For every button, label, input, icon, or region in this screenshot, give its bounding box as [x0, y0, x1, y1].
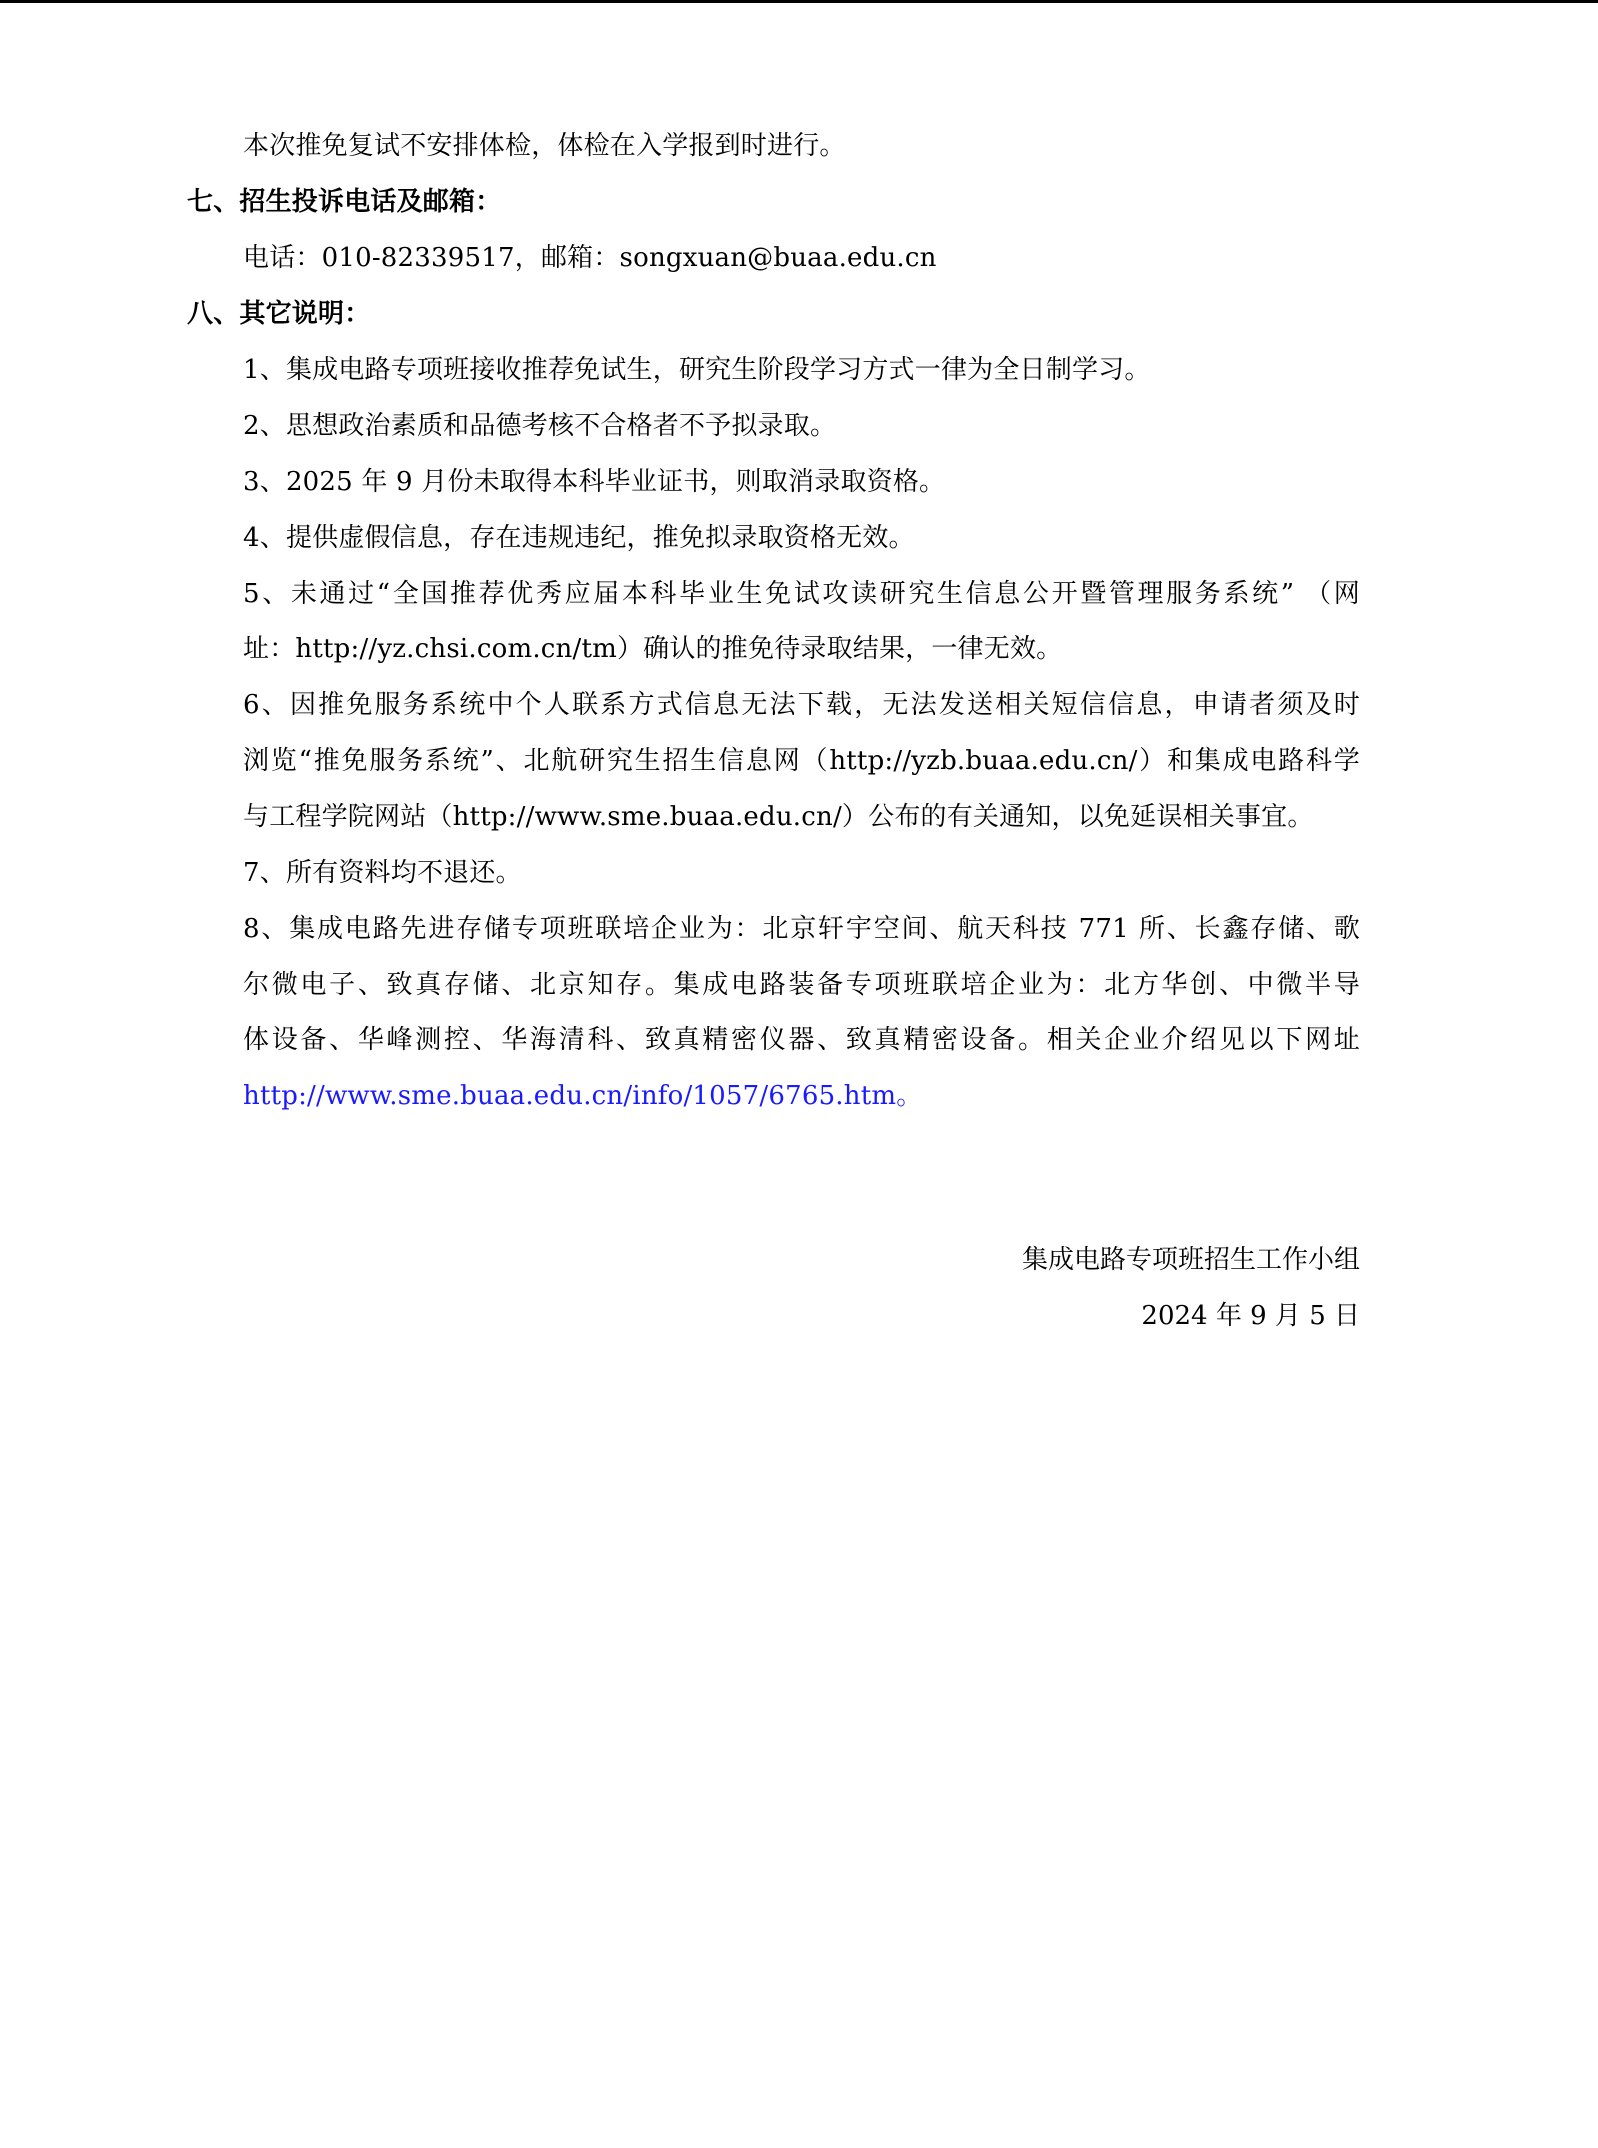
note-item-6-line3: 与工程学院网站（http://www.sme.buaa.edu.cn/）公布的有关通知，以免延误相关事宜。 [243, 802, 1314, 832]
note-item-6-line2: 浏览“推免服务系统”、北航研究生招生信息网（http://yzb.buaa.edu.cn/）和集成电路科学 [243, 746, 1360, 776]
section8-heading: 八、其它说明： [187, 299, 371, 329]
note-item-3: 3、2025 年 9 月份未取得本科毕业证书，则取消录取资格。 [243, 467, 946, 497]
note-item-6-line1: 6、因推免服务系统中个人联系方式信息无法下载，无法发送相关短信信息，申请者须及时 [243, 690, 1360, 720]
intro-line: 本次推免复试不安排体检，体检在入学报到时进行。 [243, 131, 846, 161]
note-item-8-line3: 体设备、华峰测控、华海清科、致真精密仪器、致真精密设备。相关企业介绍见以下网址 [243, 1025, 1360, 1055]
note-item-5-line2: 址：http://yz.chsi.com.cn/tm）确认的推免待录取结果，一律无效。 [243, 634, 1063, 664]
company-info-link[interactable]: http://www.sme.buaa.edu.cn/info/1057/6765.htm。 [243, 1081, 923, 1111]
note-item-1: 1、集成电路专项班接收推荐免试生，研究生阶段学习方式一律为全日制学习。 [243, 355, 1151, 385]
signature-date: 2024 年 9 月 5 日 [1141, 1301, 1360, 1331]
note-item-7: 7、所有资料均不退还。 [243, 858, 522, 888]
note-item-5-line1: 5、未通过“全国推荐优秀应届本科毕业生免试攻读研究生信息公开暨管理服务系统” （网 [243, 579, 1360, 609]
note-item-4: 4、提供虚假信息，存在违规违纪，推免拟录取资格无效。 [243, 523, 915, 553]
contact-line: 电话：010-82339517，邮箱：songxuan@buaa.edu.cn [243, 243, 937, 273]
signature-org: 集成电路专项班招生工作小组 [1021, 1245, 1360, 1275]
section7-heading: 七、招生投诉电话及邮箱： [187, 187, 502, 217]
note-item-8-line2: 尔微电子、致真存储、北京知存。集成电路装备专项班联培企业为：北方华创、中微半导 [243, 970, 1360, 1000]
note-item-2: 2、思想政治素质和品德考核不合格者不予拟录取。 [243, 411, 837, 441]
note-item-8-line1: 8、集成电路先进存储专项班联培企业为：北京轩宇空间、航天科技 771 所、长鑫存储、歌 [243, 914, 1360, 944]
